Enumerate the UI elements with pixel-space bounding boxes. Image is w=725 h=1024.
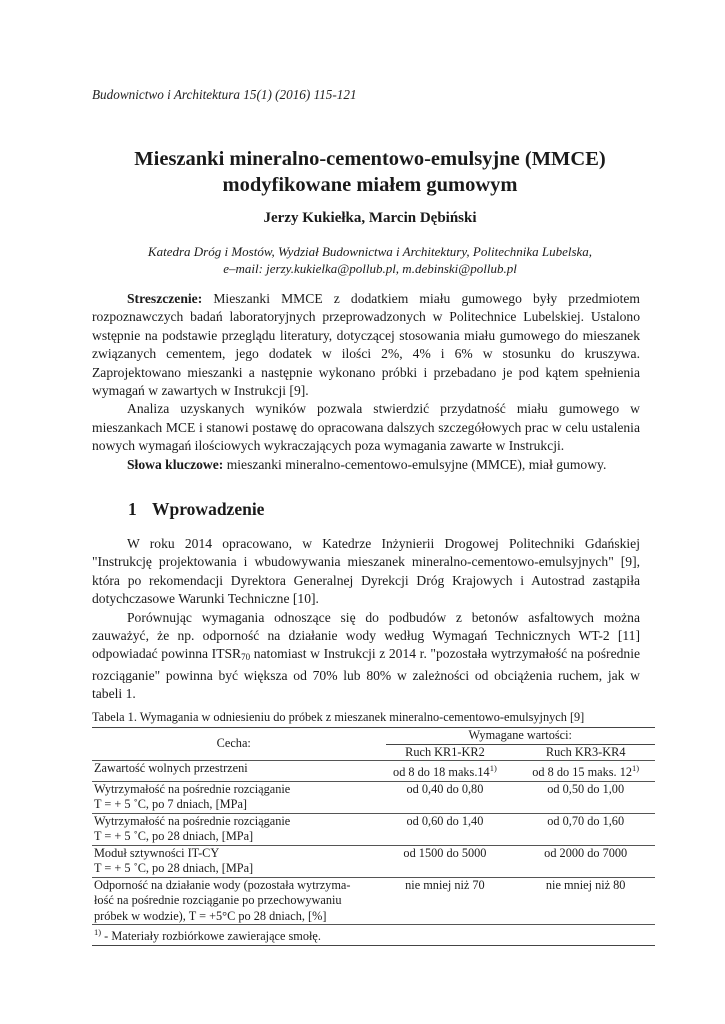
affiliation [80, 243, 660, 277]
kr34-cell: od 2000 do 7000 [514, 845, 655, 877]
authors: Jerzy Kukiełka, Marcin Dębiński [263, 210, 477, 226]
header-kr1-kr2: Ruch KR1-KR2 [405, 744, 485, 759]
header-required-values: Wymagane wartości: [374, 728, 655, 745]
feature-cell: Zawartość wolnych przestrzeni [92, 761, 374, 782]
kr12-cell: od 0,60 do 1,40 [374, 813, 515, 845]
section-body [92, 535, 640, 704]
table-row [92, 877, 655, 925]
kr12-cell: od 1500 do 5000 [374, 845, 515, 877]
table-header-row [92, 728, 655, 745]
table-caption: Tabela 1. Wymagania w odniesieniu do próbek z mieszanek mineralno-cementowo-emulsyjnych [9] [92, 710, 585, 724]
kr12-cell: nie mniej niż 70 [374, 877, 515, 925]
journal-citation: Budownictwo i Architektura 15(1) (2016) 115-121 [92, 87, 357, 102]
title-line-2: modyfikowane miałem gumowym [222, 174, 518, 196]
abstract-paragraph-1: Streszczenie: Mieszanki MMCE z dodatkiem miału gumowego były przedmiotem rozpoznawczych badań laboratoryjnych przeprowadzonych w Politechnice Lubelskiej. Ustalono wstępnie na podstawie przeglądu literatury, dotyczącej stosowania miału gumowego do mieszanek związanych cementem, jego dodatek w ilości 2%, 4% i 6% w stosunku do kruszywa. Zaprojektowano mieszanki a następnie wykonano próbki i przebadano je pod kątem spełnienia wymagań w zawartych w Instrukcji [9]. [92, 291, 640, 399]
section-number: 1 [128, 499, 137, 519]
title-line-1: Mieszanki mineralno-cementowo-emulsyjne (MMCE) [134, 148, 606, 170]
table-row [92, 761, 655, 782]
abstract [92, 290, 640, 474]
header-kr3-kr4: Ruch KR3-KR4 [545, 744, 626, 759]
affiliation-email: e–mail: jerzy.kukielka@pollub.pl, m.debinski@pollub.pl [223, 261, 517, 276]
header-feature: Cecha: [92, 728, 374, 761]
section-heading [128, 499, 264, 520]
keywords-label: Słowa kluczowe: [127, 456, 224, 472]
affiliation-line-1: Katedra Dróg i Mostów, Wydział Budownictwa i Architektury, Politechnika Lubelska, [147, 244, 593, 259]
intro-paragraph-1: W roku 2014 opracowano, w Katedrze Inżynierii Drogowej Politechniki Gdańskiej "Instrukcję projektowania i wbudowywania mieszanek mineralno-cementowo-emulsyjnych" [9], która po rekomendacji Dyrektora Generalnej Dyrekcji Dróg Krajowych i Autostrad zastąpiła dotychczasowe Warunki Techniczne [10]. [92, 536, 640, 607]
kr12-cell: od 8 do 18 maks.14$^{1)}$ [374, 761, 515, 782]
feature-cell: Odporność na działanie wody (pozostała wytrzyma- łość na pośrednie rozciąganie po przechowywaniu próbek w wodzie), T = +5°C po 28 dniach, [%] [92, 877, 374, 925]
kr34-cell: od 0,70 do 1,60 [514, 813, 655, 845]
section-title: Wprowadzenie [152, 499, 265, 519]
requirements-table [92, 727, 655, 946]
feature-cell: Wytrzymałość na pośrednie rozciąganie T = + 5 ˚C, po 28 dniach, [MPa] [92, 813, 374, 845]
table-row [92, 813, 655, 845]
kr12-cell: od 0,40 do 0,80 [374, 781, 515, 813]
abstract-label: Streszczenie: [127, 291, 203, 306]
feature-cell: Wytrzymałość na pośrednie rozciąganie T = + 5 ˚C, po 7 dniach, [MPa] [92, 781, 374, 813]
kr34-cell: nie mniej niż 80 [514, 877, 655, 925]
abstract-paragraph-2: Analiza uzyskanych wyników pozwala stwierdzić przydatność miału gumowego w mieszankach MCE i stanowi postawę do opracowana dalszych szczegółowych prac w celu ustalenia nowych wymagań ilościowych wykraczających poza wymagania zawarte w Instrukcji. [92, 401, 640, 454]
intro-paragraph-2: Porównując wymagania odnoszące się do podbudów z betonów asfaltowych można zauważyć, że np. odporność na działanie wody według Wymagań Technicznych WT-2 [11] odpowiadać powinna $ITSR_{70}$ natomiast w Instrukcji z 2014 r. "pozostała wytrzymałość na pośrednie rozciąganie" powinna być większa od 70% lub 80% w zależności od obciążenia ruchem, jak w tabeli 1. [92, 609, 641, 702]
article-title [80, 146, 660, 198]
table-footnote-row [92, 925, 655, 946]
kr34-cell: od 8 do 15 maks. 12$^{1)}$ [514, 761, 655, 782]
feature-cell: Moduł sztywności IT-CY T = + 5 ˚C, po 28 dniach, [MPa] [92, 845, 374, 877]
table-footnote: $^{1)}$ - Materiały rozbiórkowe zawierające smołę. [92, 925, 655, 946]
table-row [92, 845, 655, 877]
table-row [92, 781, 655, 813]
keywords: Słowa kluczowe: mieszanki mineralno-cementowo-emulsyjne (MMCE), miał gumowy. [127, 456, 607, 472]
kr34-cell: od 0,50 do 1,00 [514, 781, 655, 813]
